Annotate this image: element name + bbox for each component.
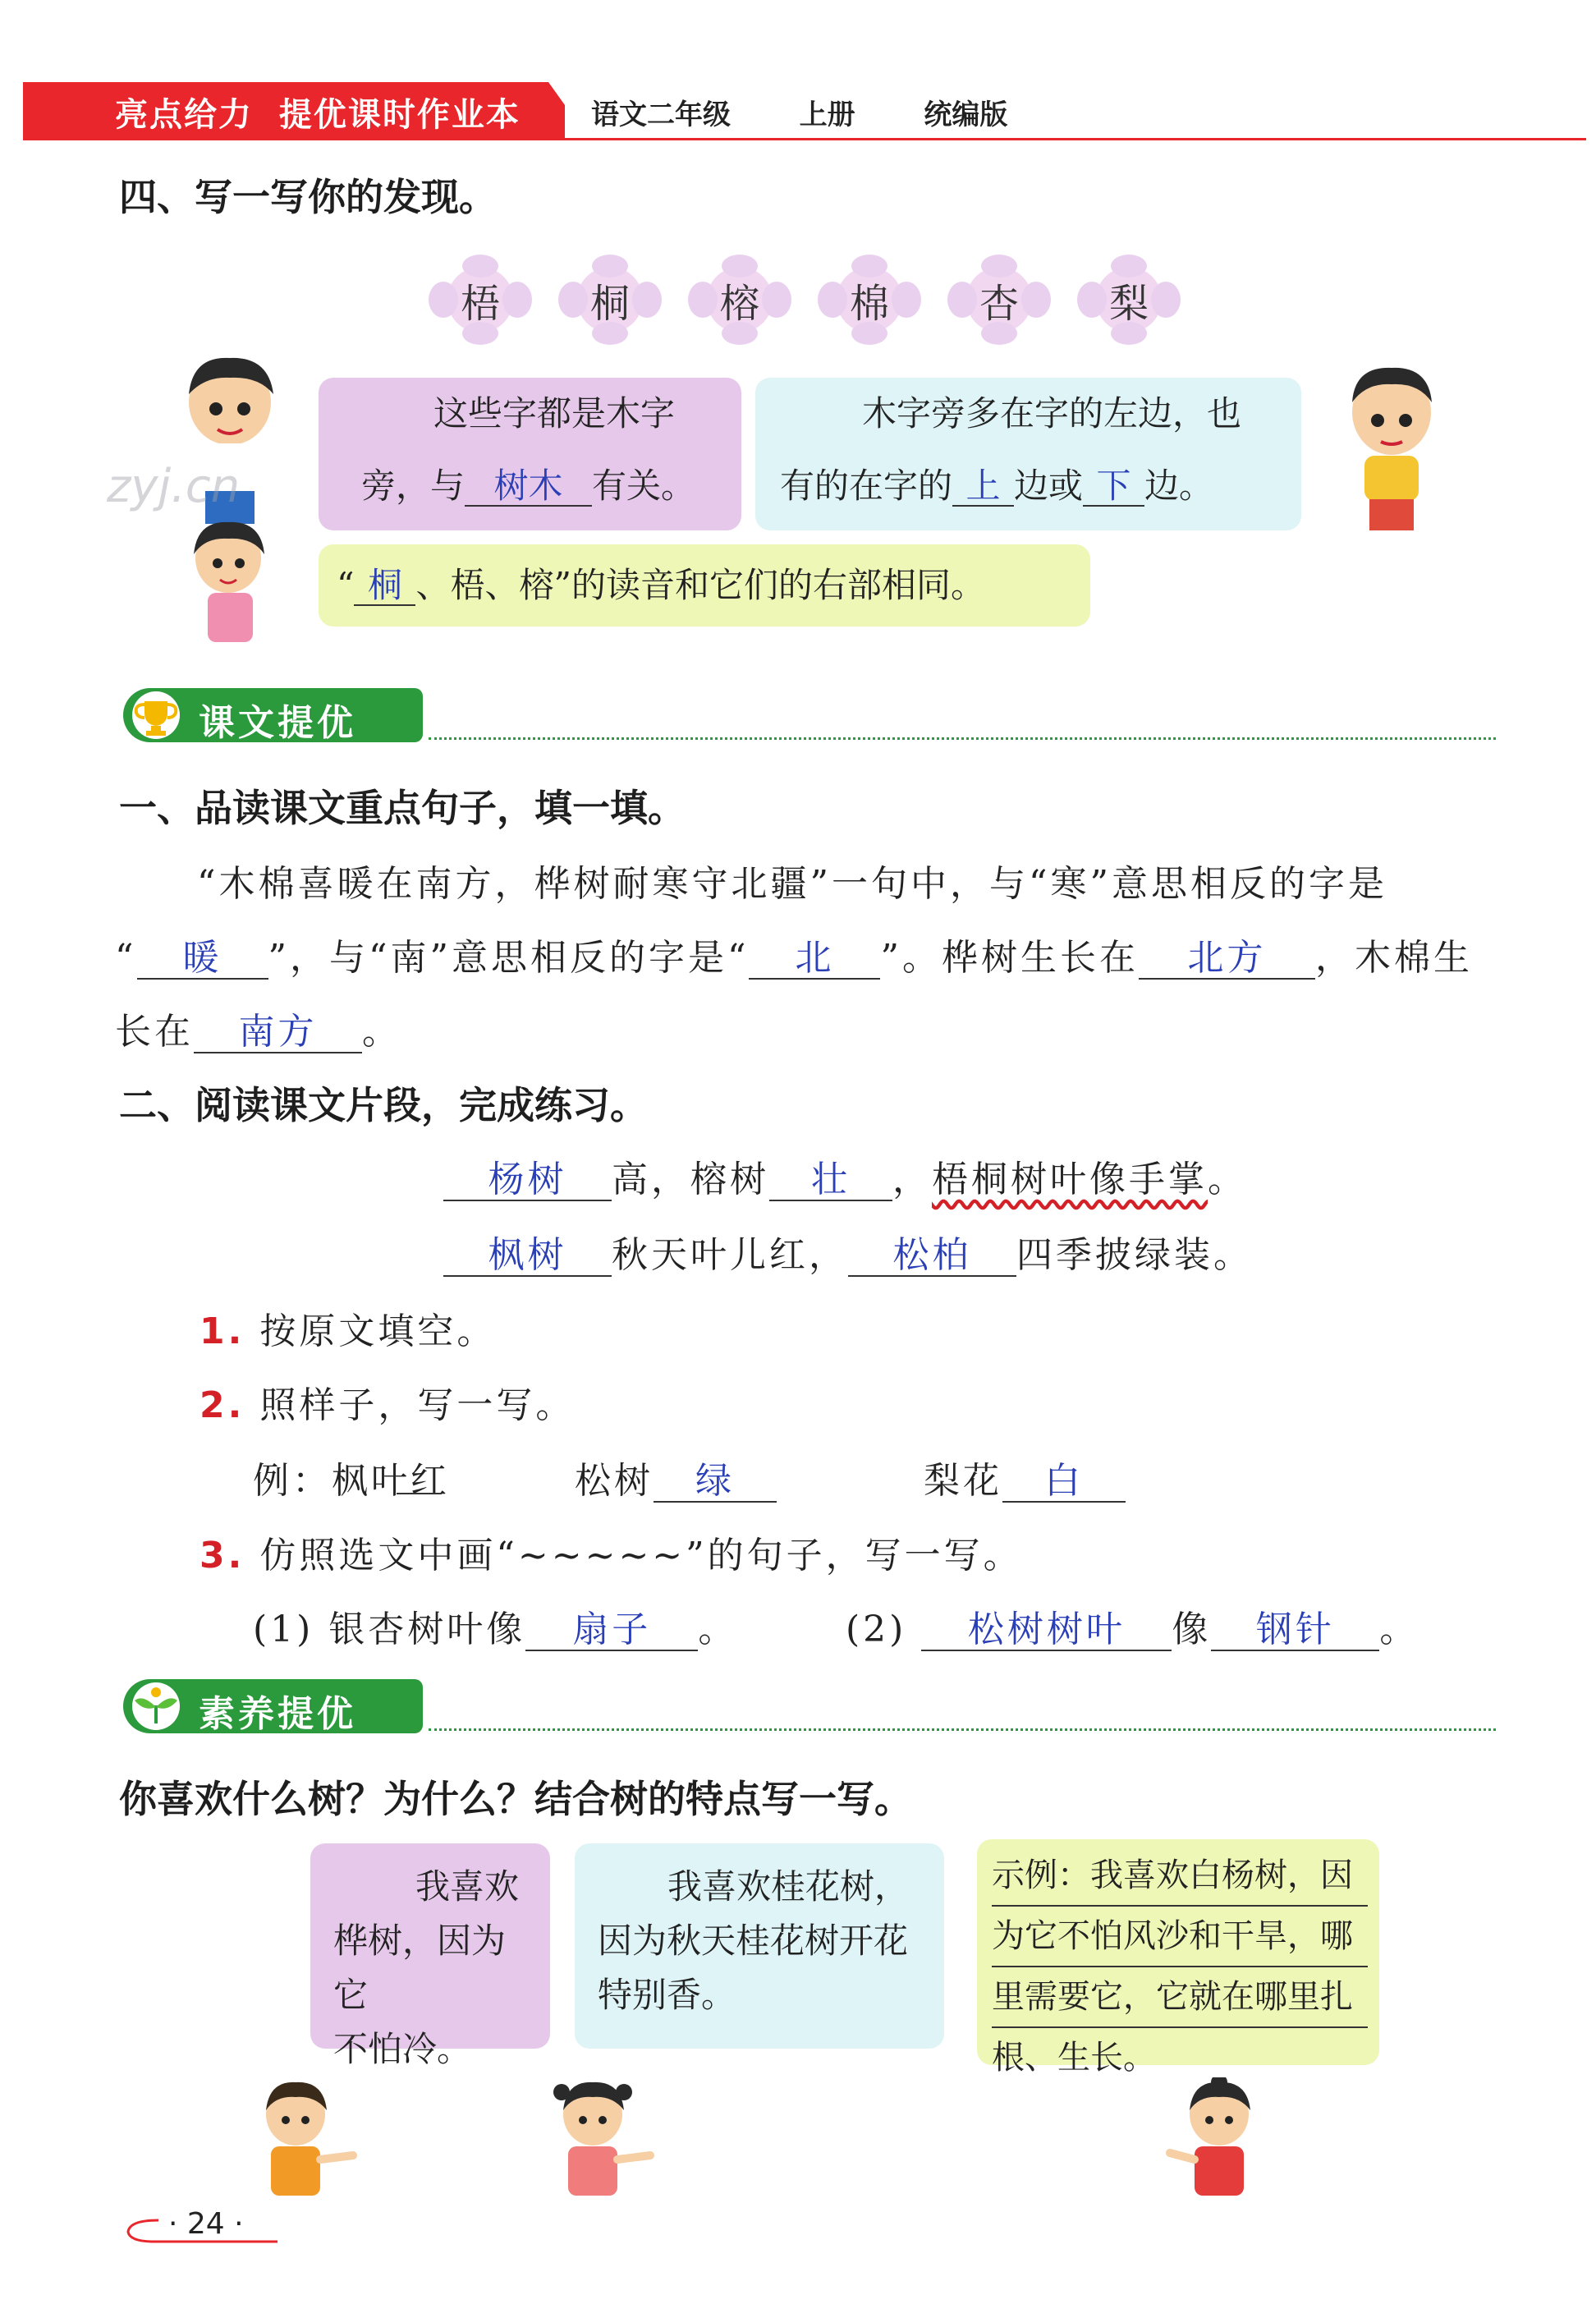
item-lihua: 梨花 白 — [924, 1451, 1126, 1503]
imitation-1: (1) 银杏树叶像 扇子 。 — [253, 1609, 738, 1650]
character-row — [427, 255, 1215, 345]
answer-xia: 下 — [1083, 467, 1144, 507]
answer-yangshu: 杨树 — [443, 1160, 612, 1201]
bubble1-text-post: 有关。 — [592, 466, 696, 506]
character-tile — [557, 255, 663, 345]
item-songshu: 松树 绿 — [575, 1451, 777, 1503]
bubble-guihuashu: 我喜欢桂花树， 因为秋天桂花树开花 特别香。 — [575, 1843, 944, 2049]
bubble2-text-pre: 有的在字的 — [780, 466, 953, 506]
part1-line3: 长在 南方 。 — [115, 1011, 401, 1053]
answer-zhuang: 壮 — [769, 1160, 892, 1201]
character-tile — [686, 255, 793, 345]
answer-nuan: 暖 — [137, 939, 268, 980]
answer-fengshu: 枫树 — [443, 1236, 612, 1277]
bubble-pronunciation — [319, 544, 1090, 626]
answer-shumu: 树木 — [465, 467, 592, 507]
banner-suyang-tiyou — [123, 1679, 1496, 1733]
header-rule — [23, 138, 1586, 140]
character-tile — [1075, 255, 1182, 345]
boy-figure-right — [1330, 361, 1453, 534]
girl-figure-left — [179, 517, 282, 649]
bubble-huashu: 我喜欢 桦树，因为它 不怕冷。 — [310, 1843, 550, 2049]
character: 梨 — [1108, 280, 1149, 327]
character: 杏 — [979, 280, 1019, 327]
answer-tong: 桐 — [354, 567, 415, 606]
bubble2-text-mid: 边或 — [1014, 466, 1084, 506]
bubble2-text-post: 边。 — [1144, 466, 1214, 506]
header-title: 亮点给力 提优课时作业本 — [115, 96, 521, 134]
banner-kewen-tiyou — [123, 688, 1496, 742]
character: 桐 — [589, 280, 630, 327]
part3-question: 你喜欢什么树？为什么？结合树的特点写一写。 — [119, 1777, 912, 1821]
answer-bai: 白 — [1002, 1462, 1126, 1503]
trophy-icon — [126, 690, 192, 741]
part1-line2: “ 暖 ”，与“南”意思相反的字是“ 北 ”。桦树生长在 北方 ，木棉生 — [115, 937, 1473, 979]
character-tile — [427, 255, 534, 345]
page-number: · 24 · — [168, 2207, 244, 2241]
bubble3-text: 、梧、榕”的读音和它们的右部相同。 — [415, 565, 985, 605]
section4-title: 四、写一写你的发现。 — [119, 175, 497, 219]
bubble-sample-answer: 示例：我喜欢白杨树，因 为它不怕风沙和干旱，哪 里需要它，它就在哪里扎 根、生长。 — [977, 1839, 1379, 2065]
bubble1-line1: 这些字都是木字 — [433, 393, 676, 434]
boy-figure-bottom — [246, 2077, 361, 2201]
bubble1-text-pre: 旁，与 — [361, 466, 466, 506]
part1-title: 一、品读课文重点句子，填一填。 — [119, 786, 686, 830]
banner1-label: 课文提优 — [199, 702, 356, 744]
banner2-label: 素养提优 — [199, 1693, 356, 1735]
answer-nanfang: 南方 — [194, 1012, 362, 1053]
character-tile — [816, 255, 923, 345]
part1-line1: “木棉喜暖在南方，桦树耐寒守北疆”一句中，与“寒”意思相反的字是 — [197, 863, 1387, 905]
answer-shanzi: 扇子 — [525, 1610, 698, 1651]
character: 棉 — [849, 280, 889, 327]
question-2: 2. 照样子，写一写。 — [200, 1384, 576, 1426]
answer-songshushuye: 松树树叶 — [921, 1610, 1172, 1651]
bubble-radical-meaning — [319, 378, 741, 530]
passage-line2: 枫树 秋天叶儿红， 松柏 四季披绿装。 — [443, 1225, 1253, 1278]
watermark: zyj.cn — [107, 460, 241, 513]
answer-songbai: 松柏 — [848, 1236, 1016, 1277]
example-fengyehong: 例：枫叶红 — [253, 1460, 450, 1502]
girl-figure-bottom-middle — [543, 2077, 658, 2201]
question-3: 3. 仿照选文中画“~~~~~”的句子，写一写。 — [200, 1535, 1023, 1577]
answer-lv: 绿 — [654, 1462, 777, 1503]
part2-title: 二、阅读课文片段，完成练习。 — [119, 1083, 648, 1127]
bubble-radical-position — [755, 378, 1301, 530]
imitation-2: (2) 松树树叶 像 钢针 。 — [846, 1609, 1419, 1650]
answer-shang: 上 — [952, 467, 1014, 507]
answer-bei: 北 — [749, 939, 880, 980]
character: 梧 — [460, 280, 500, 327]
question-1: 1. 按原文填空。 — [200, 1310, 497, 1352]
wavy-sentence: 梧桐树叶像手掌 — [932, 1159, 1208, 1200]
passage-line1: 杨树 高，榕树 壮 ，梧桐树叶像手掌。 — [443, 1150, 1247, 1202]
bubble3-open-quote: “ — [337, 565, 355, 605]
header-subtitle: 语文二年级 上册 统编版 — [591, 99, 1008, 131]
sprout-icon — [126, 1681, 192, 1732]
girl-figure-bottom-right — [1162, 2077, 1277, 2201]
answer-gangzhen: 钢针 — [1211, 1610, 1379, 1651]
bubble2-line1: 木字旁多在字的左边，也 — [862, 393, 1242, 434]
character-tile — [946, 255, 1053, 345]
character: 榕 — [719, 280, 759, 327]
answer-beifang: 北方 — [1139, 939, 1315, 980]
